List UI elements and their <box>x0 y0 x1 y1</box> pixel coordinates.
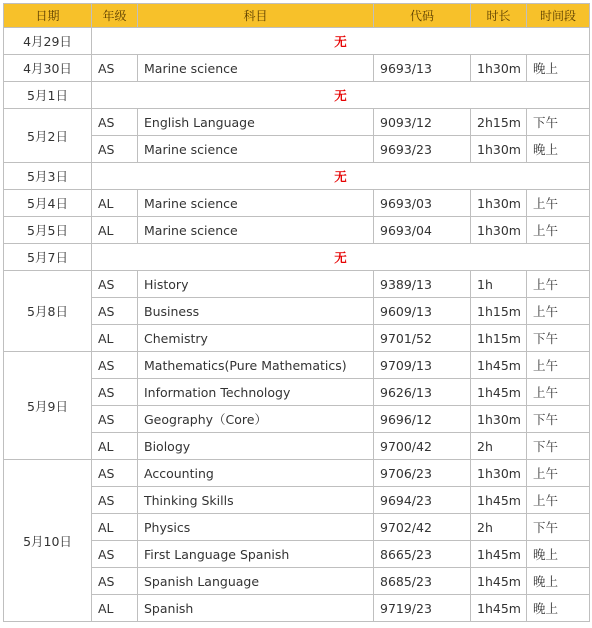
time-slot-cell: 晚上 <box>527 55 590 82</box>
no-exam-cell: 无 <box>92 82 590 109</box>
duration-cell: 1h30m <box>471 136 527 163</box>
date-cell: 5月9日 <box>4 352 92 460</box>
time-slot-cell: 下午 <box>527 109 590 136</box>
subject-cell: Spanish <box>138 595 374 622</box>
subject-cell: Thinking Skills <box>138 487 374 514</box>
time-slot-cell: 晚上 <box>527 541 590 568</box>
grade-cell: AS <box>92 541 138 568</box>
no-exam-cell: 无 <box>92 28 590 55</box>
subject-cell: Geography（Core） <box>138 406 374 433</box>
code-cell: 9719/23 <box>374 595 471 622</box>
duration-cell: 1h45m <box>471 568 527 595</box>
header-date: 日期 <box>4 4 92 28</box>
table-row <box>4 595 590 622</box>
subject-cell: Mathematics(Pure Mathematics) <box>138 352 374 379</box>
time-slot-cell: 下午 <box>527 433 590 460</box>
table-row <box>4 487 590 514</box>
time-slot-cell: 下午 <box>527 325 590 352</box>
code-cell: 9706/23 <box>374 460 471 487</box>
table-row <box>4 460 590 487</box>
time-slot-cell: 晚上 <box>527 568 590 595</box>
duration-cell: 1h45m <box>471 379 527 406</box>
subject-cell: Physics <box>138 514 374 541</box>
subject-cell: Accounting <box>138 460 374 487</box>
duration-cell: 1h30m <box>471 460 527 487</box>
header-grade: 年级 <box>92 4 138 28</box>
time-slot-cell: 上午 <box>527 487 590 514</box>
duration-cell: 1h45m <box>471 595 527 622</box>
code-cell: 9693/04 <box>374 217 471 244</box>
grade-cell: AL <box>92 595 138 622</box>
code-cell: 9693/23 <box>374 136 471 163</box>
grade-cell: AS <box>92 406 138 433</box>
duration-cell: 1h30m <box>471 55 527 82</box>
duration-cell: 1h15m <box>471 325 527 352</box>
table-row <box>4 271 590 298</box>
table-row <box>4 379 590 406</box>
time-slot-cell: 上午 <box>527 298 590 325</box>
duration-cell: 1h30m <box>471 406 527 433</box>
duration-cell: 2h <box>471 433 527 460</box>
date-cell: 4月30日 <box>4 55 92 82</box>
grade-cell: AS <box>92 352 138 379</box>
code-cell: 8665/23 <box>374 541 471 568</box>
table-row <box>4 406 590 433</box>
code-cell: 9626/13 <box>374 379 471 406</box>
subject-cell: First Language Spanish <box>138 541 374 568</box>
time-slot-cell: 上午 <box>527 352 590 379</box>
grade-cell: AS <box>92 136 138 163</box>
subject-cell: Chemistry <box>138 325 374 352</box>
header-code: 代码 <box>374 4 471 28</box>
code-cell: 9702/42 <box>374 514 471 541</box>
table-row <box>4 82 590 109</box>
subject-cell: Business <box>138 298 374 325</box>
grade-cell: AS <box>92 460 138 487</box>
code-cell: 9693/13 <box>374 55 471 82</box>
header-subject: 科目 <box>138 4 374 28</box>
grade-cell: AS <box>92 568 138 595</box>
duration-cell: 1h <box>471 271 527 298</box>
duration-cell: 1h45m <box>471 541 527 568</box>
code-cell: 9696/12 <box>374 406 471 433</box>
subject-cell: History <box>138 271 374 298</box>
table-row <box>4 136 590 163</box>
grade-cell: AS <box>92 55 138 82</box>
time-slot-cell: 晚上 <box>527 136 590 163</box>
duration-cell: 1h30m <box>471 190 527 217</box>
table-row <box>4 217 590 244</box>
grade-cell: AS <box>92 487 138 514</box>
subject-cell: Spanish Language <box>138 568 374 595</box>
exam-schedule-table <box>3 3 590 622</box>
grade-cell: AS <box>92 379 138 406</box>
table-row <box>4 433 590 460</box>
date-cell: 5月7日 <box>4 244 92 271</box>
subject-cell: Marine science <box>138 55 374 82</box>
table-row <box>4 568 590 595</box>
time-slot-cell: 晚上 <box>527 595 590 622</box>
duration-cell: 1h45m <box>471 352 527 379</box>
duration-cell: 2h15m <box>471 109 527 136</box>
date-cell: 4月29日 <box>4 28 92 55</box>
table-row <box>4 244 590 271</box>
code-cell: 9609/13 <box>374 298 471 325</box>
date-cell: 5月5日 <box>4 217 92 244</box>
table-row <box>4 514 590 541</box>
table-row <box>4 109 590 136</box>
subject-cell: English Language <box>138 109 374 136</box>
no-exam-cell: 无 <box>92 244 590 271</box>
table-row <box>4 352 590 379</box>
table-row <box>4 325 590 352</box>
grade-cell: AL <box>92 514 138 541</box>
time-slot-cell: 上午 <box>527 190 590 217</box>
grade-cell: AS <box>92 271 138 298</box>
time-slot-cell: 下午 <box>527 514 590 541</box>
table-row <box>4 55 590 82</box>
table-row <box>4 541 590 568</box>
code-cell: 9389/13 <box>374 271 471 298</box>
duration-cell: 1h15m <box>471 298 527 325</box>
code-cell: 9701/52 <box>374 325 471 352</box>
header-row <box>4 4 590 28</box>
date-cell: 5月8日 <box>4 271 92 352</box>
code-cell: 9093/12 <box>374 109 471 136</box>
date-cell: 5月2日 <box>4 109 92 163</box>
grade-cell: AL <box>92 433 138 460</box>
header-time-slot: 时间段 <box>527 4 590 28</box>
code-cell: 9693/03 <box>374 190 471 217</box>
grade-cell: AL <box>92 190 138 217</box>
duration-cell: 1h45m <box>471 487 527 514</box>
duration-cell: 2h <box>471 514 527 541</box>
grade-cell: AS <box>92 109 138 136</box>
time-slot-cell: 上午 <box>527 217 590 244</box>
date-cell: 5月1日 <box>4 82 92 109</box>
subject-cell: Marine science <box>138 136 374 163</box>
date-cell: 5月3日 <box>4 163 92 190</box>
no-exam-cell: 无 <box>92 163 590 190</box>
grade-cell: AL <box>92 325 138 352</box>
subject-cell: Biology <box>138 433 374 460</box>
table-row <box>4 190 590 217</box>
table-row <box>4 28 590 55</box>
time-slot-cell: 上午 <box>527 379 590 406</box>
schedule-body <box>4 28 590 622</box>
duration-cell: 1h30m <box>471 217 527 244</box>
code-cell: 9694/23 <box>374 487 471 514</box>
grade-cell: AS <box>92 298 138 325</box>
date-cell: 5月4日 <box>4 190 92 217</box>
table-row <box>4 298 590 325</box>
time-slot-cell: 上午 <box>527 271 590 298</box>
code-cell: 8685/23 <box>374 568 471 595</box>
subject-cell: Marine science <box>138 217 374 244</box>
grade-cell: AL <box>92 217 138 244</box>
time-slot-cell: 上午 <box>527 460 590 487</box>
table-row <box>4 163 590 190</box>
time-slot-cell: 下午 <box>527 406 590 433</box>
subject-cell: Marine science <box>138 190 374 217</box>
subject-cell: Information Technology <box>138 379 374 406</box>
date-cell: 5月10日 <box>4 460 92 622</box>
header-duration: 时长 <box>471 4 527 28</box>
code-cell: 9700/42 <box>374 433 471 460</box>
code-cell: 9709/13 <box>374 352 471 379</box>
